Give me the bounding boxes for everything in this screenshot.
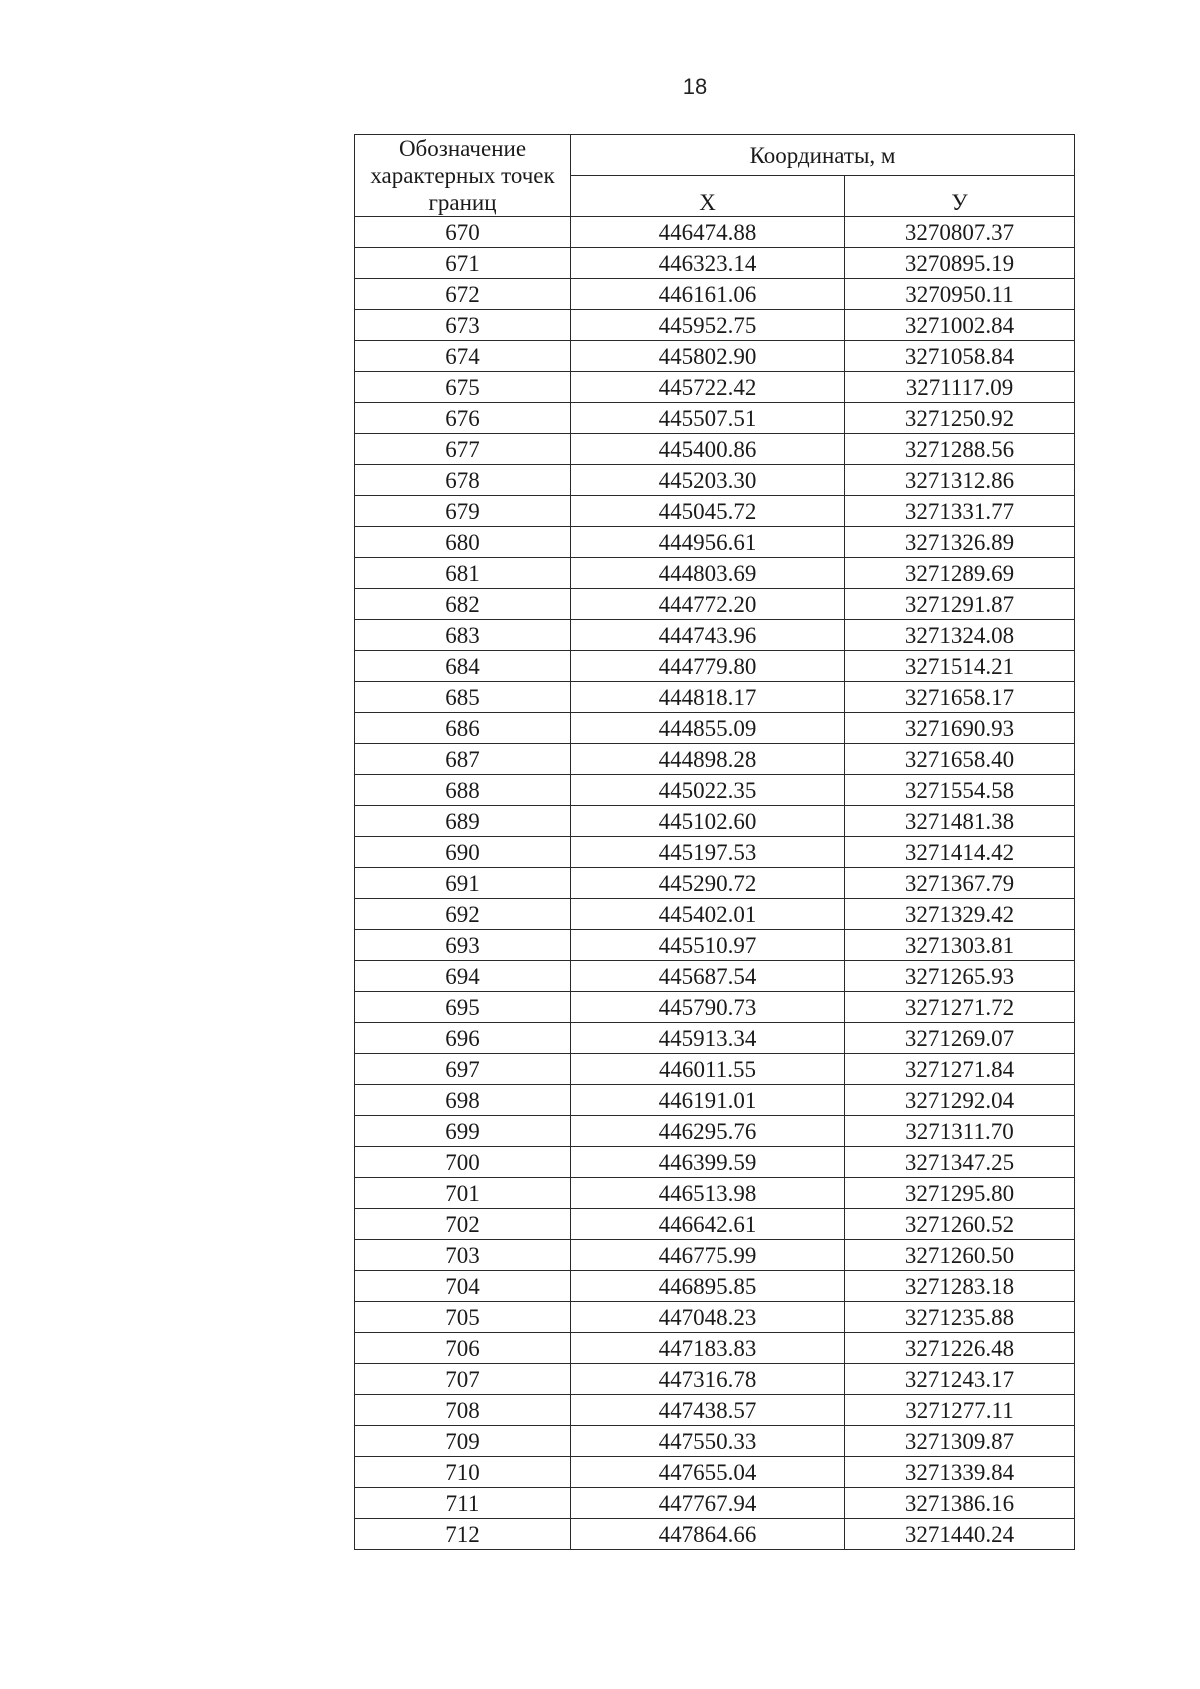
table-row: [355, 372, 1075, 403]
x-coordinate-cell: 446323.14: [571, 248, 845, 279]
coordinates-header: Координаты, м: [571, 135, 1075, 176]
point-id-cell: 693: [355, 930, 571, 961]
x-coordinate-cell: 445913.34: [571, 1023, 845, 1054]
x-coordinate-cell: 445507.51: [571, 403, 845, 434]
y-coordinate-cell: 3271295.80: [845, 1178, 1075, 1209]
x-coordinate-cell: 445722.42: [571, 372, 845, 403]
table-row: [355, 1085, 1075, 1116]
y-coordinate-cell: 3271283.18: [845, 1271, 1075, 1302]
y-coordinate-cell: 3271311.70: [845, 1116, 1075, 1147]
x-coordinate-cell: 447438.57: [571, 1395, 845, 1426]
table-row: [355, 713, 1075, 744]
x-coordinate-cell: 447316.78: [571, 1364, 845, 1395]
x-coordinate-cell: 444855.09: [571, 713, 845, 744]
table-row: [355, 465, 1075, 496]
point-id-cell: 684: [355, 651, 571, 682]
table-row: [355, 620, 1075, 651]
x-coordinate-cell: 445402.01: [571, 899, 845, 930]
point-id-cell: 691: [355, 868, 571, 899]
table-row: [355, 1240, 1075, 1271]
table-row: [355, 1457, 1075, 1488]
y-coordinate-cell: 3271002.84: [845, 310, 1075, 341]
point-id-cell: 690: [355, 837, 571, 868]
table-row: [355, 744, 1075, 775]
x-coordinate-cell: 447048.23: [571, 1302, 845, 1333]
y-coordinate-cell: 3271271.84: [845, 1054, 1075, 1085]
point-id-cell: 704: [355, 1271, 571, 1302]
table-row: [355, 434, 1075, 465]
y-coordinate-cell: 3271288.56: [845, 434, 1075, 465]
y-coordinate-cell: 3271339.84: [845, 1457, 1075, 1488]
y-coordinate-cell: 3271235.88: [845, 1302, 1075, 1333]
x-coordinate-cell: 445102.60: [571, 806, 845, 837]
table-row: [355, 279, 1075, 310]
y-coordinate-cell: 3271386.16: [845, 1488, 1075, 1519]
table-header: [355, 135, 1075, 217]
y-coordinate-cell: 3271117.09: [845, 372, 1075, 403]
point-id-cell: 675: [355, 372, 571, 403]
x-coordinate-cell: 446295.76: [571, 1116, 845, 1147]
y-coordinate-cell: 3271554.58: [845, 775, 1075, 806]
point-id-cell: 679: [355, 496, 571, 527]
x-coordinate-cell: 445510.97: [571, 930, 845, 961]
y-coordinate-cell: 3271265.93: [845, 961, 1075, 992]
table-row: [355, 961, 1075, 992]
table-row: [355, 775, 1075, 806]
point-id-cell: 703: [355, 1240, 571, 1271]
table-row: [355, 1333, 1075, 1364]
point-id-cell: 682: [355, 589, 571, 620]
table-row: [355, 868, 1075, 899]
point-id-cell: 673: [355, 310, 571, 341]
y-coordinate-cell: 3271326.89: [845, 527, 1075, 558]
y-column-header: У: [845, 176, 1075, 217]
point-id-cell: 700: [355, 1147, 571, 1178]
table-row: [355, 899, 1075, 930]
table-row: [355, 217, 1075, 248]
y-coordinate-cell: 3271269.07: [845, 1023, 1075, 1054]
table-row: [355, 1302, 1075, 1333]
x-coordinate-cell: 447655.04: [571, 1457, 845, 1488]
x-coordinate-cell: 444779.80: [571, 651, 845, 682]
x-coordinate-cell: 446191.01: [571, 1085, 845, 1116]
x-coordinate-cell: 446895.85: [571, 1271, 845, 1302]
point-id-cell: 670: [355, 217, 571, 248]
point-id-cell: 678: [355, 465, 571, 496]
y-coordinate-cell: 3271250.92: [845, 403, 1075, 434]
table-row: [355, 806, 1075, 837]
y-coordinate-cell: 3271309.87: [845, 1426, 1075, 1457]
x-coordinate-cell: 445290.72: [571, 868, 845, 899]
x-coordinate-cell: 444818.17: [571, 682, 845, 713]
table-row: [355, 1147, 1075, 1178]
y-coordinate-cell: 3271271.72: [845, 992, 1075, 1023]
x-coordinate-cell: 446399.59: [571, 1147, 845, 1178]
point-id-cell: 676: [355, 403, 571, 434]
table-row: [355, 1395, 1075, 1426]
y-coordinate-cell: 3271260.52: [845, 1209, 1075, 1240]
table-row: [355, 1519, 1075, 1550]
x-coordinate-cell: 447864.66: [571, 1519, 845, 1550]
x-coordinate-cell: 446474.88: [571, 217, 845, 248]
x-coordinate-cell: 444772.20: [571, 589, 845, 620]
x-coordinate-cell: 445022.35: [571, 775, 845, 806]
point-id-cell: 701: [355, 1178, 571, 1209]
x-coordinate-cell: 445203.30: [571, 465, 845, 496]
y-coordinate-cell: 3271481.38: [845, 806, 1075, 837]
x-coordinate-cell: 447550.33: [571, 1426, 845, 1457]
y-coordinate-cell: 3271324.08: [845, 620, 1075, 651]
table-row: [355, 837, 1075, 868]
y-coordinate-cell: 3271658.40: [845, 744, 1075, 775]
point-label-header: Обозначение характерных точек границ: [355, 135, 571, 217]
y-coordinate-cell: 3271331.77: [845, 496, 1075, 527]
y-coordinate-cell: 3270895.19: [845, 248, 1075, 279]
y-coordinate-cell: 3271292.04: [845, 1085, 1075, 1116]
point-id-cell: 687: [355, 744, 571, 775]
table-row: [355, 1426, 1075, 1457]
point-id-cell: 677: [355, 434, 571, 465]
point-id-cell: 698: [355, 1085, 571, 1116]
x-coordinate-cell: 445952.75: [571, 310, 845, 341]
page-number: 18: [682, 74, 708, 99]
y-coordinate-cell: 3271329.42: [845, 899, 1075, 930]
x-coordinate-cell: 444956.61: [571, 527, 845, 558]
y-coordinate-cell: 3271260.50: [845, 1240, 1075, 1271]
table-row: [355, 1116, 1075, 1147]
x-coordinate-cell: 445802.90: [571, 341, 845, 372]
table-row: [355, 1364, 1075, 1395]
point-id-cell: 672: [355, 279, 571, 310]
table-row: [355, 558, 1075, 589]
table-row: [355, 1488, 1075, 1519]
table-row: [355, 248, 1075, 279]
table-row: [355, 930, 1075, 961]
point-id-cell: 711: [355, 1488, 571, 1519]
point-id-cell: 702: [355, 1209, 571, 1240]
point-id-cell: 681: [355, 558, 571, 589]
coordinates-table: [354, 134, 1075, 1550]
table-row: [355, 1209, 1075, 1240]
point-id-cell: 706: [355, 1333, 571, 1364]
x-coordinate-cell: 446513.98: [571, 1178, 845, 1209]
point-id-cell: 708: [355, 1395, 571, 1426]
table-row: [355, 496, 1075, 527]
point-id-cell: 694: [355, 961, 571, 992]
y-coordinate-cell: 3271658.17: [845, 682, 1075, 713]
point-id-cell: 686: [355, 713, 571, 744]
y-coordinate-cell: 3271347.25: [845, 1147, 1075, 1178]
y-coordinate-cell: 3271226.48: [845, 1333, 1075, 1364]
point-id-cell: 697: [355, 1054, 571, 1085]
y-coordinate-cell: 3271058.84: [845, 341, 1075, 372]
y-coordinate-cell: 3271243.17: [845, 1364, 1075, 1395]
y-coordinate-cell: 3271514.21: [845, 651, 1075, 682]
point-id-cell: 689: [355, 806, 571, 837]
point-id-cell: 712: [355, 1519, 571, 1550]
table-row: [355, 1271, 1075, 1302]
x-coordinate-cell: 444898.28: [571, 744, 845, 775]
point-id-cell: 709: [355, 1426, 571, 1457]
x-coordinate-cell: 447767.94: [571, 1488, 845, 1519]
y-coordinate-cell: 3271277.11: [845, 1395, 1075, 1426]
y-coordinate-cell: 3271367.79: [845, 868, 1075, 899]
y-coordinate-cell: 3271303.81: [845, 930, 1075, 961]
x-coordinate-cell: 445687.54: [571, 961, 845, 992]
y-coordinate-cell: 3271414.42: [845, 837, 1075, 868]
point-id-cell: 685: [355, 682, 571, 713]
x-coordinate-cell: 446011.55: [571, 1054, 845, 1085]
table-row: [355, 1178, 1075, 1209]
table-row: [355, 403, 1075, 434]
x-coordinate-cell: 446775.99: [571, 1240, 845, 1271]
x-coordinate-cell: 445400.86: [571, 434, 845, 465]
table-row: [355, 341, 1075, 372]
y-coordinate-cell: 3271440.24: [845, 1519, 1075, 1550]
point-id-cell: 683: [355, 620, 571, 651]
point-id-cell: 692: [355, 899, 571, 930]
point-id-cell: 710: [355, 1457, 571, 1488]
point-id-cell: 680: [355, 527, 571, 558]
x-column-header: Х: [571, 176, 845, 217]
table-row: [355, 1054, 1075, 1085]
table-row: [355, 1023, 1075, 1054]
point-id-cell: 674: [355, 341, 571, 372]
y-coordinate-cell: 3271690.93: [845, 713, 1075, 744]
table-row: [355, 310, 1075, 341]
y-coordinate-cell: 3270950.11: [845, 279, 1075, 310]
x-coordinate-cell: 444743.96: [571, 620, 845, 651]
table-row: [355, 651, 1075, 682]
point-id-cell: 688: [355, 775, 571, 806]
point-id-cell: 695: [355, 992, 571, 1023]
x-coordinate-cell: 445790.73: [571, 992, 845, 1023]
table-row: [355, 682, 1075, 713]
point-id-cell: 696: [355, 1023, 571, 1054]
x-coordinate-cell: 447183.83: [571, 1333, 845, 1364]
y-coordinate-cell: 3270807.37: [845, 217, 1075, 248]
x-coordinate-cell: 445197.53: [571, 837, 845, 868]
point-id-cell: 705: [355, 1302, 571, 1333]
x-coordinate-cell: 445045.72: [571, 496, 845, 527]
x-coordinate-cell: 446642.61: [571, 1209, 845, 1240]
point-id-cell: 699: [355, 1116, 571, 1147]
y-coordinate-cell: 3271291.87: [845, 589, 1075, 620]
table-row: [355, 992, 1075, 1023]
y-coordinate-cell: 3271312.86: [845, 465, 1075, 496]
table-body: [355, 217, 1075, 1550]
point-id-cell: 707: [355, 1364, 571, 1395]
x-coordinate-cell: 446161.06: [571, 279, 845, 310]
point-id-cell: 671: [355, 248, 571, 279]
table-row: [355, 589, 1075, 620]
table-row: [355, 527, 1075, 558]
y-coordinate-cell: 3271289.69: [845, 558, 1075, 589]
x-coordinate-cell: 444803.69: [571, 558, 845, 589]
